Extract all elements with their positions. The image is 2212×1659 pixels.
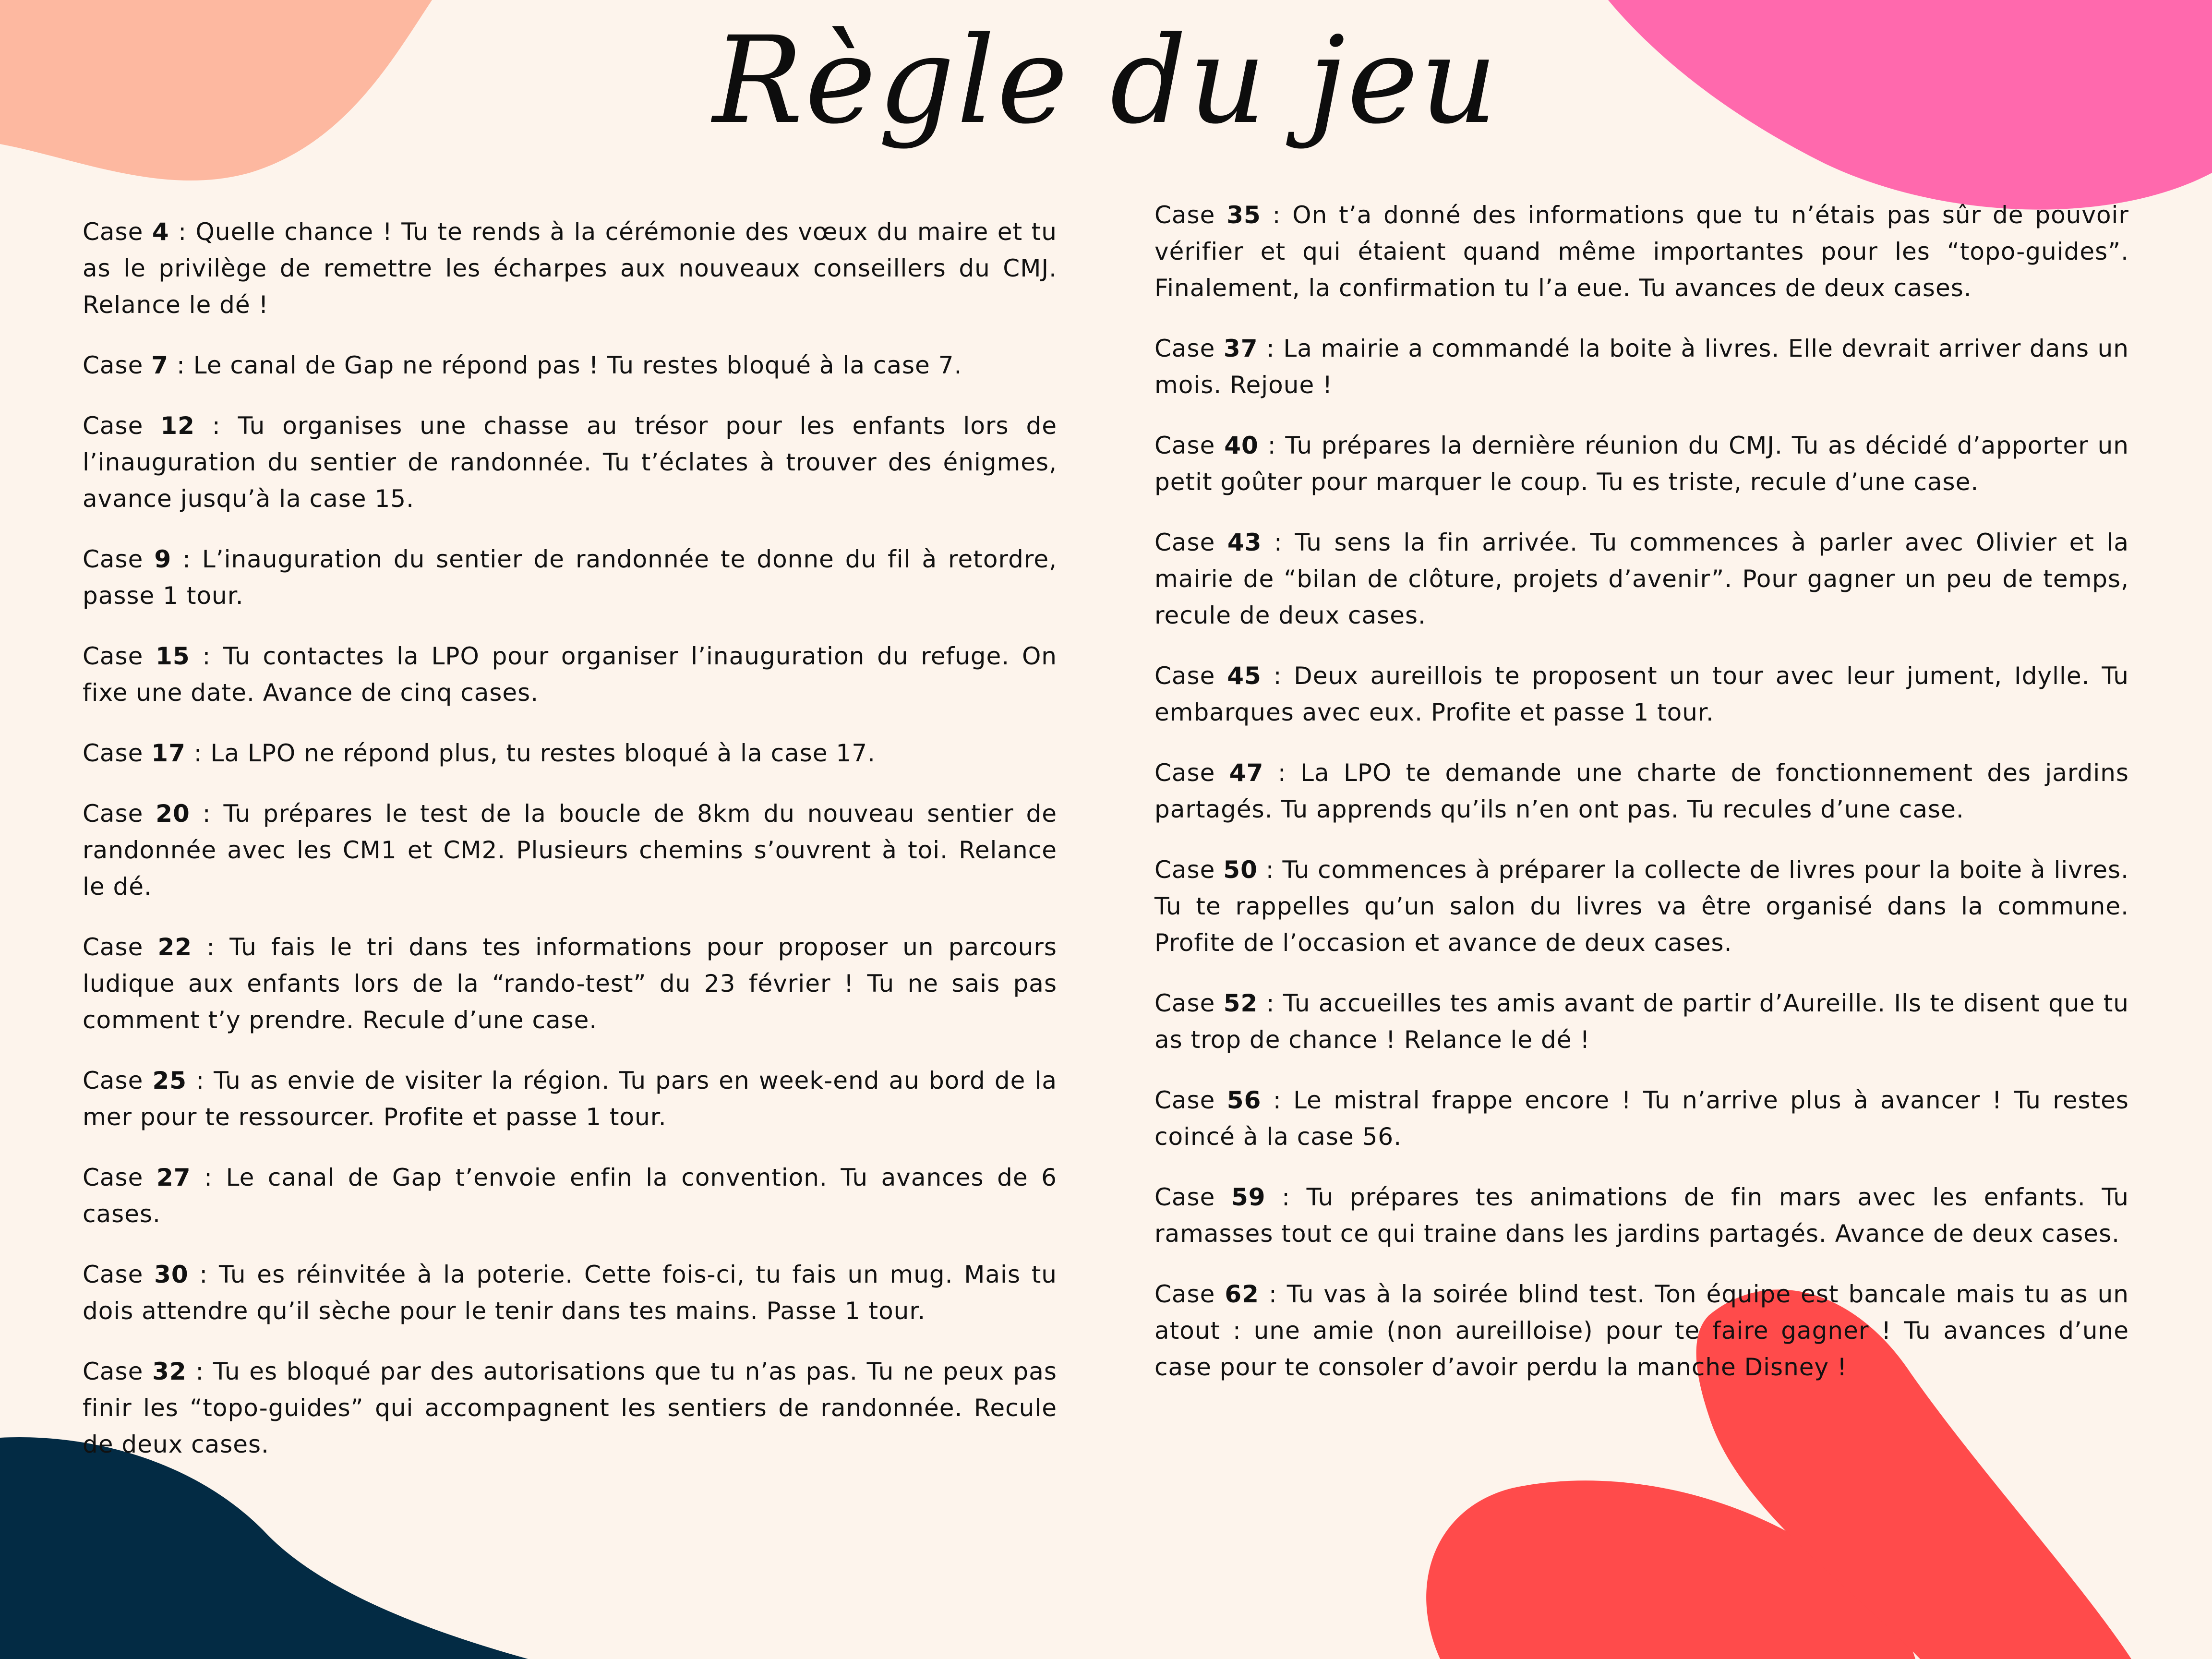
rule-item bbox=[83, 541, 1057, 614]
rule-text: : Tu contactes la LPO pour organiser l’inauguration du refuge. On fixe une date. Avance de cinq cases. bbox=[83, 642, 1057, 707]
rule-label: Case bbox=[83, 1164, 144, 1191]
rule-label: Case bbox=[83, 800, 144, 828]
rule-number: 22 bbox=[157, 933, 192, 961]
rule-number: 45 bbox=[1227, 662, 1262, 690]
rule-item bbox=[1154, 197, 2129, 306]
rule-label: Case bbox=[83, 351, 144, 379]
rule-item bbox=[83, 929, 1057, 1038]
rule-text: : La LPO ne répond plus, tu restes bloqué à la case 17. bbox=[193, 739, 876, 767]
rule-number: 17 bbox=[151, 739, 186, 767]
rule-number: 35 bbox=[1226, 201, 1261, 229]
rule-item bbox=[83, 1256, 1057, 1329]
rule-label: Case bbox=[83, 545, 144, 573]
rule-number: 43 bbox=[1227, 529, 1262, 556]
rule-item bbox=[1154, 1276, 2129, 1385]
rule-item bbox=[83, 735, 1057, 771]
rule-label: Case bbox=[83, 933, 144, 961]
rule-label: Case bbox=[1154, 759, 1215, 787]
rule-text: : On t’a donné des informations que tu n’étais pas sûr de pouvoir vérifier et qui étaient quand même importantes pour les “topo-guides”. Finalement, la confirmation tu l’a eue. Tu avances de deux cases. bbox=[1154, 201, 2129, 302]
rule-text: : Tu prépares le test de la boucle de 8km du nouveau sentier de randonnée avec les CM1 et CM2. Plusieurs chemins s’ouvrent à toi. Relance le dé. bbox=[83, 800, 1057, 901]
rule-label: Case bbox=[1154, 662, 1215, 690]
rule-text: : Quelle chance ! Tu te rends à la cérémonie des vœux du maire et tu as le privilège de remettre les écharpes aux nouveaux conseillers du CMJ. Relance le dé ! bbox=[83, 218, 1057, 319]
rule-number: 37 bbox=[1223, 335, 1258, 362]
rule-text: : Tu prépares tes animations de fin mars avec les enfants. Tu ramasses tout ce qui traine dans les jardins partagés. Avance de deux cases. bbox=[1154, 1183, 2129, 1248]
rule-item bbox=[83, 1062, 1057, 1135]
rule-number: 50 bbox=[1223, 856, 1258, 884]
rule-label: Case bbox=[1154, 1280, 1215, 1308]
rule-number: 30 bbox=[154, 1261, 189, 1288]
rule-number: 32 bbox=[152, 1358, 187, 1385]
rule-item bbox=[83, 1353, 1057, 1463]
rule-label: Case bbox=[83, 412, 144, 440]
rule-text: : Tu accueilles tes amis avant de partir d’Aureille. Ils te disent que tu as trop de chance ! Relance le dé ! bbox=[1154, 989, 2129, 1054]
rule-text: : Tu sens la fin arrivée. Tu commences à parler avec Olivier et la mairie de “bilan de clôture, projets d’avenir”. Pour gagner un peu de temps, recule de deux cases. bbox=[1154, 529, 2129, 629]
rule-text: : L’inauguration du sentier de randonnée te donne du fil à retordre, passe 1 tour. bbox=[83, 545, 1057, 610]
rule-item bbox=[1154, 852, 2129, 961]
rule-text: : Le mistral frappe encore ! Tu n’arrive plus à avancer ! Tu restes coincé à la case 56. bbox=[1154, 1086, 2129, 1151]
rule-text: : Tu es bloqué par des autorisations que tu n’as pas. Tu ne peux pas finir les “topo-guides” qui accompagnent les sentiers de randonnée. Recule de deux cases. bbox=[83, 1358, 1057, 1458]
rule-number: 52 bbox=[1223, 989, 1258, 1017]
rule-label: Case bbox=[1154, 1086, 1215, 1114]
rules-column-right bbox=[1154, 197, 2129, 1409]
rule-item bbox=[1154, 330, 2129, 403]
rule-text: : Tu fais le tri dans tes informations pour proposer un parcours ludique aux enfants lors de la “rando-test” du 23 février ! Tu ne sais pas comment t’y prendre. Recule d’une case. bbox=[83, 933, 1057, 1034]
rule-text: : Tu vas à la soirée blind test. Ton équipe est bancale mais tu as un atout : une amie (non aureilloise) pour te faire gagner ! Tu avances d’une case pour te consoler d’avoir perdu la manche Disney ! bbox=[1154, 1280, 2129, 1381]
rule-item bbox=[83, 347, 1057, 384]
rule-label: Case bbox=[1154, 529, 1215, 556]
rule-text: : Le canal de Gap ne répond pas ! Tu restes bloqué à la case 7. bbox=[176, 351, 962, 379]
rule-text: : Tu prépares la dernière réunion du CMJ. Tu as décidé d’apporter un petit goûter pour marquer le coup. Tu es triste, recule d’une case. bbox=[1154, 432, 2129, 496]
rule-item bbox=[1154, 1179, 2129, 1252]
rule-number: 47 bbox=[1229, 759, 1264, 787]
rule-text: : Le canal de Gap t’envoie enfin la convention. Tu avances de 6 cases. bbox=[83, 1164, 1057, 1228]
rule-item bbox=[1154, 1082, 2129, 1155]
rule-label: Case bbox=[1154, 432, 1215, 459]
rule-label: Case bbox=[83, 1067, 144, 1094]
rule-item bbox=[83, 214, 1057, 323]
rule-text: : La mairie a commandé la boite à livres. Elle devrait arriver dans un mois. Rejoue ! bbox=[1154, 335, 2129, 399]
rule-number: 4 bbox=[152, 218, 169, 246]
rule-text: : La LPO te demande une charte de fonctionnement des jardins partagés. Tu apprends qu’ils n’en ont pas. Tu recules d’une case. bbox=[1154, 759, 2129, 823]
rule-text: : Tu commences à préparer la collecte de livres pour la boite à livres. Tu te rappelles qu’un salon du livres va être organisé dans la commune. Profite de l’occasion et avance de deux cases. bbox=[1154, 856, 2129, 957]
rule-item bbox=[1154, 755, 2129, 828]
rule-number: 62 bbox=[1225, 1280, 1259, 1308]
rule-text: : Tu es réinvitée à la poterie. Cette fois-ci, tu fais un mug. Mais tu dois attendre qu’il sèche pour le tenir dans tes mains. Passe 1 tour. bbox=[83, 1261, 1057, 1325]
rule-item bbox=[83, 795, 1057, 905]
rule-item bbox=[1154, 658, 2129, 731]
rule-label: Case bbox=[83, 739, 144, 767]
rule-label: Case bbox=[1154, 1183, 1215, 1211]
rule-item bbox=[83, 1159, 1057, 1232]
rules-column-left bbox=[83, 214, 1057, 1487]
rule-label: Case bbox=[83, 642, 144, 670]
rule-number: 25 bbox=[152, 1067, 187, 1094]
page-title: Règle du jeu bbox=[712, 11, 1500, 150]
rule-label: Case bbox=[1154, 989, 1215, 1017]
rule-label: Case bbox=[1154, 856, 1215, 884]
rule-text: : Deux aureillois te proposent un tour avec leur jument, Idylle. Tu embarques avec eux. Profite et passe 1 tour. bbox=[1154, 662, 2129, 726]
rule-label: Case bbox=[83, 1261, 144, 1288]
rule-number: 12 bbox=[160, 412, 195, 440]
rule-item bbox=[1154, 427, 2129, 500]
rule-number: 9 bbox=[154, 545, 172, 573]
rule-number: 56 bbox=[1226, 1086, 1262, 1114]
rule-label: Case bbox=[83, 1358, 144, 1385]
rule-text: : Tu organises une chasse au trésor pour les enfants lors de l’inauguration du sentier de randonnée. Tu t’éclates à trouver des énigmes, avance jusqu’à la case 15. bbox=[83, 412, 1057, 513]
rule-item bbox=[83, 638, 1057, 711]
rule-label: Case bbox=[1154, 201, 1215, 229]
rule-number: 20 bbox=[156, 800, 190, 828]
rule-number: 15 bbox=[156, 642, 190, 670]
rule-item bbox=[83, 408, 1057, 517]
rule-label: Case bbox=[1154, 335, 1215, 362]
rule-text: : Tu as envie de visiter la région. Tu pars en week-end au bord de la mer pour te ressourcer. Profite et passe 1 tour. bbox=[83, 1067, 1057, 1131]
rule-item bbox=[1154, 985, 2129, 1058]
rule-number: 59 bbox=[1231, 1183, 1266, 1211]
rule-label: Case bbox=[83, 218, 144, 246]
rule-number: 7 bbox=[151, 351, 169, 379]
rule-number: 27 bbox=[156, 1164, 191, 1191]
rule-number: 40 bbox=[1224, 432, 1259, 459]
rule-item bbox=[1154, 524, 2129, 634]
